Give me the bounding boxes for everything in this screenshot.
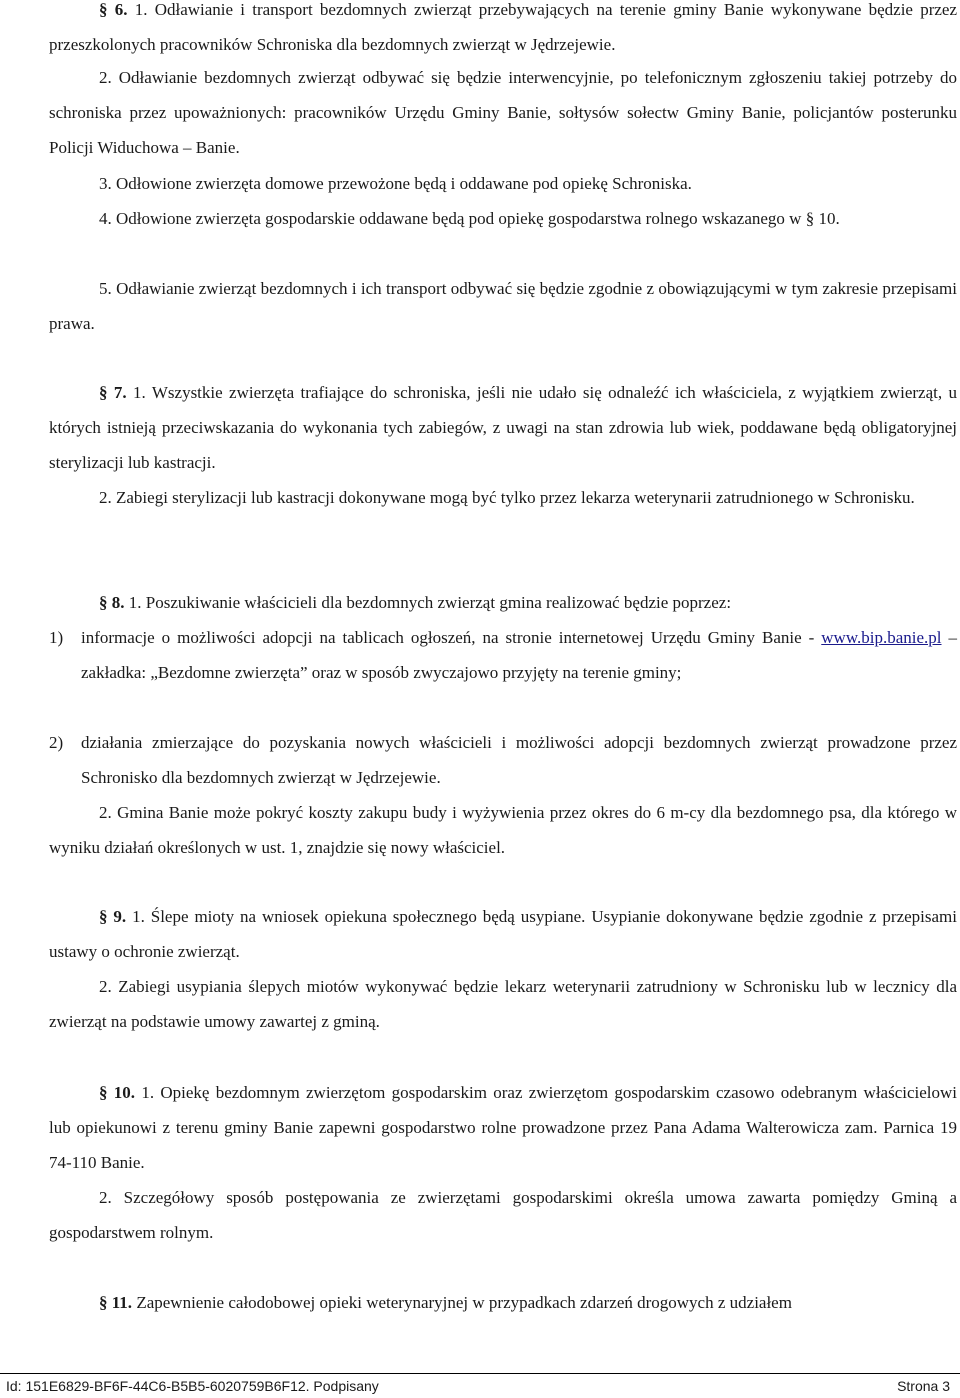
document-page [49,0,957,1396]
section-8-number: § 8. [99,593,125,612]
section-6-para-3: 3. Odłowione zwierzęta domowe przewożone będą i oddawane pod opiekę Schroniska. [99,174,692,193]
section-9-number: § 9. [99,907,127,926]
list-item: 1) informacje o możliwości adopcji na tablicach ogłoszeń, na stronie internetowej Urzędu Gminy Banie - www.bip.banie.pl – zakładka: „Bezdomne zwierzęta” oraz w sposób zwyczajowo przyjęty na terenie gminy; [49,628,958,682]
section-11-para-1: § 11. Zapewnienie całodobowej opieki weterynaryjnej w przypadkach zdarzeń drogowych z udziałem [99,1293,792,1312]
section-6-number: § 6. [99,0,128,19]
section-7-number: § 7. [99,383,127,402]
section-8-para-2: 2. Gmina Banie może pokryć koszty zakupu budy i wyżywienia przez okres do 6 m-cy dla bezdomnego psa, dla którego w wyniku działań określonych w ust. 1, znajdzie się nowy właściciel. [49,803,957,857]
section-7-para-2: 2. Zabiegi sterylizacji lub kastracji dokonywane mogą być tylko przez lekarza weterynarii zatrudnionego w Schronisku. [99,488,915,507]
section-10-number: § 10. [99,1083,136,1102]
document-id: Id: 151E6829-BF6F-44C6-B5B5-6020759B6F12. Podpisany [6,1378,379,1394]
section-6-para-5: 5. Odławianie zwierząt bezdomnych i ich transport odbywać się będzie zgodnie z obowiązującymi w tym zakresie przepisami prawa. [49,279,957,333]
section-6-para-4: 4. Odłowione zwierzęta gospodarskie oddawane będą pod opiekę gospodarstwa rolnego wskazanego w § 10. [99,209,840,228]
page-number: Strona 3 [897,1378,950,1394]
section-9-para-2: 2. Zabiegi usypiania ślepych miotów wykonywać będzie lekarz weterynarii zatrudniony w Schronisku lub w lecznicy dla zwierząt na podstawie umowy zawartej z gminą. [49,977,957,1031]
list-item: 2) działania zmierzające do pozyskania nowych właścicieli i możliwości adopcji bezdomnych zwierząt prowadzone przez Schronisko dla bezdomnych zwierząt w Jędrzejewie. [49,733,957,787]
page-footer [0,1373,960,1397]
section-10-para-2: 2. Szczegółowy sposób postępowania ze zwierzętami gospodarskimi określa umowa zawarta pomiędzy Gminą a gospodarstwem rolnym. [49,1188,957,1242]
section-6-para-1: § 6. 1. Odławianie i transport bezdomnych zwierząt przebywających na terenie gminy Banie wykonywane będzie przez przeszkolonych pracowników Schroniska dla bezdomnych zwierząt w Jędrzejewie. [49,0,958,54]
section-7-para-1: § 7. 1. Wszystkie zwierzęta trafiające do schroniska, jeśli nie udało się odnaleźć ich właściciela, z wyjątkiem zwierząt, u których istnieją przeciwskazania do wykonania tych zabiegów, z uwagi na stan zdrowia lub wiek, poddawane będą obligatoryjnej sterylizacji lub kastracji. [49,383,958,472]
section-11-number: § 11. [99,1293,133,1312]
section-6-para-2: 2. Odławianie bezdomnych zwierząt odbywać się będzie interwencyjnie, po telefonicznym zgłoszeniu takiej potrzeby do schroniska przez upoważnionych: pracowników Urzędu Gminy Banie, sołtysów sołectw Gminy Banie, policjantów posterunku Policji Widuchowa – Banie. [49,68,957,157]
bip-link[interactable]: www.bip.banie.pl [821,628,942,647]
section-10-para-1: § 10. 1. Opiekę bezdomnym zwierzętom gospodarskim oraz zwierzętom gospodarskim czasowo odebranym właścicielowi lub opiekunowi z terenu gminy Banie zapewni gospodarstwo rolne prowadzone przez Pana Adama Walterowicza zam. Parnica 19 74-110 Banie. [49,1083,958,1172]
section-9-para-1: § 9. 1. Ślepe mioty na wniosek opiekuna społecznego będą usypiane. Usypianie dokonywane będzie zgodnie z przepisami ustawy o ochronie zwierząt. [49,907,958,961]
section-8-para-1: § 8. 1. Poszukiwanie właścicieli dla bezdomnych zwierząt gmina realizować będzie poprzez: [99,593,732,612]
